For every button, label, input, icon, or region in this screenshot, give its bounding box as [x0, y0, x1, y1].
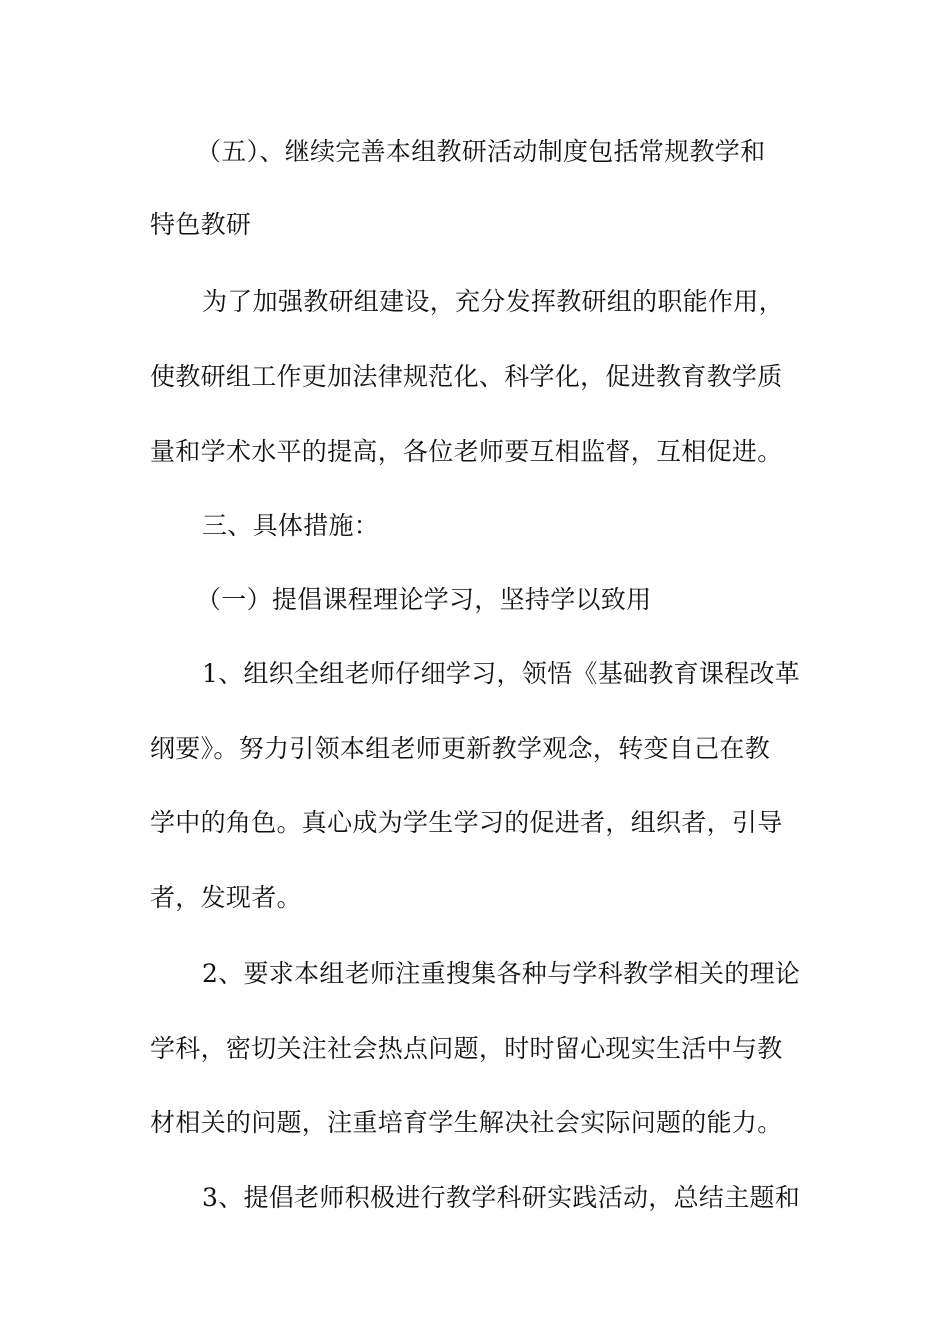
list-item-3: 3、提倡老师积极进行教学科研实践活动，总结主题和	[202, 1183, 801, 1212]
list-item-1-cont: 学中的角色。真心成为学生学习的促进者，组织者，引导	[150, 808, 783, 837]
section-heading-5-cont: 特色教研	[150, 210, 252, 239]
section-heading-3: 三、具体措施：	[202, 511, 380, 540]
list-item-2-cont: 材相关的问题，注重培育学生解决社会实际问题的能力。	[150, 1108, 783, 1137]
list-item-2-cont: 学科，密切关注社会热点问题，时时留心现实生活中与教	[150, 1034, 783, 1063]
paragraph-line: 为了加强教研组建设，充分发挥教研组的职能作用，	[202, 287, 784, 316]
list-item-2: 2、要求本组老师注重搜集各种与学科教学相关的理论	[202, 959, 801, 988]
list-item-1-cont: 者，发现者。	[150, 883, 302, 912]
paragraph-line: 使教研组工作更加法律规范化、科学化，促进教育教学质	[150, 362, 783, 391]
list-item-1-cont: 纲要》。努力引领本组老师更新教学观念，转变自己在教	[150, 734, 771, 763]
paragraph-line: 量和学术水平的提高，各位老师要互相监督，互相促进。	[150, 437, 783, 466]
list-item-1: 1、组织全组老师仔细学习，领悟《基础教育课程改革	[202, 659, 801, 688]
section-heading-5: （五）、继续完善本组教研活动制度包括常规教学和	[196, 137, 766, 166]
subsection-heading-1: （一）提倡课程理论学习，坚持学以致用	[196, 585, 652, 614]
